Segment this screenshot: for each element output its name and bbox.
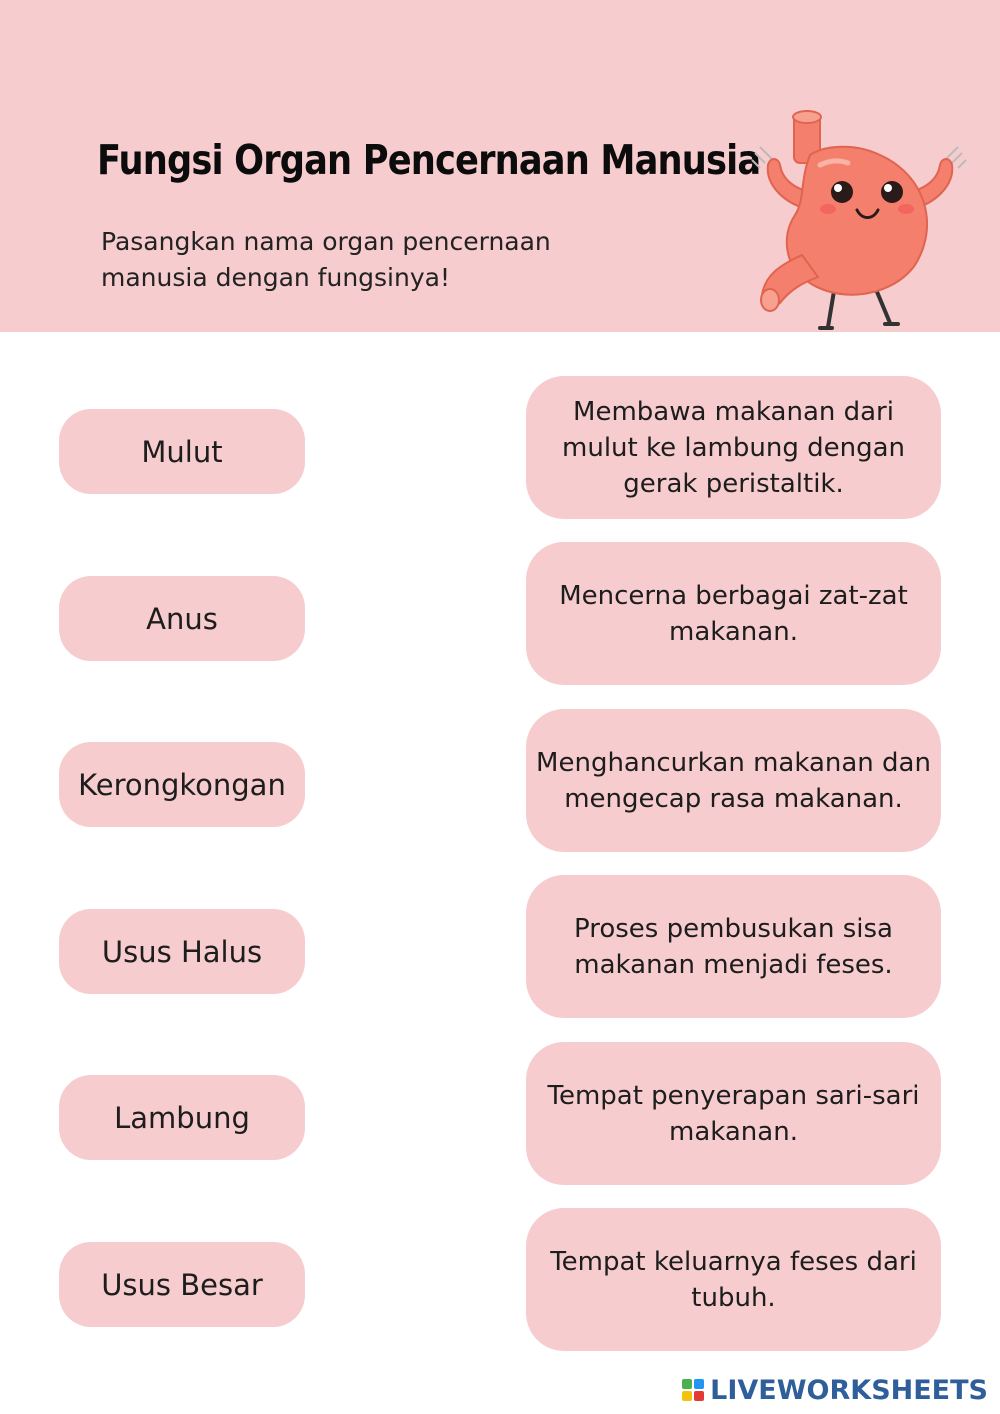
instruction-text: Pasangkan nama organ pencernaan manusia dengan fungsinya! [101,227,551,292]
organ-card-usus-halus[interactable]: Usus Halus [59,909,305,994]
function-card-6[interactable]: Tempat keluarnya feses dari tubuh. [526,1208,941,1351]
stomach-mascot-icon [740,105,980,335]
function-card-2[interactable]: Mencerna berbagai zat-zat makanan. [526,542,941,685]
liveworksheets-brand[interactable] [682,1372,988,1408]
organ-card-usus-besar[interactable]: Usus Besar [59,1242,305,1327]
function-card-4[interactable]: Proses pembusukan sisa makanan menjadi feses. [526,875,941,1018]
organ-card-anus[interactable]: Anus [59,576,305,661]
page-title: Fungsi Organ Pencernaan Manusia [97,136,761,184]
organ-card-lambung[interactable]: Lambung [59,1075,305,1160]
liveworksheets-logo-icon [682,1379,704,1401]
function-card-3[interactable]: Menghancurkan makanan dan mengecap rasa makanan. [526,709,941,852]
organ-card-mulut[interactable]: Mulut [59,409,305,494]
organ-card-kerongkongan[interactable]: Kerongkongan [59,742,305,827]
function-card-1[interactable]: Membawa makanan dari mulut ke lambung dengan gerak peristaltik. [526,376,941,519]
brand-name: LIVEWORKSHEETS [710,1374,988,1406]
function-card-5[interactable]: Tempat penyerapan sari-sari makanan. [526,1042,941,1185]
